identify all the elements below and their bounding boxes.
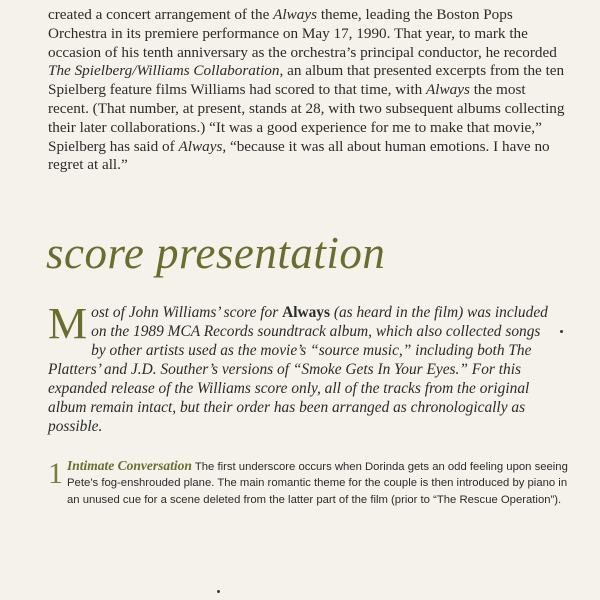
body-paragraph <box>48 6 568 175</box>
track-entry <box>48 458 568 508</box>
text-run: (as heard in the film) was included on the 1989 MCA Records soundtrack album, which also collected songs by other artists used as the movie’s “source music,” including both The Platters’ and J.D. Souther’s versions of “Smoke Gets In Your Eyes.” For this expanded release of the Williams score only, all of the tracks from the original album remain intact, but their order has been arranged as chronologically as possible. <box>48 304 548 435</box>
text-run: created a concert arrangement of the <box>48 6 274 23</box>
title-italic: Always <box>273 6 318 23</box>
print-speck <box>217 590 220 593</box>
text-run: theme, leading the Boston Pops Orchestra in its premiere performance on May 17, 1990. That year, to mark the occasion of his tenth anniversary as the orchestra’s principal conductor, he recorded <box>48 6 557 61</box>
text-run: ost of John Williams’ score for <box>91 304 283 321</box>
title-italic: Always <box>426 81 470 99</box>
track-title: Intimate Conversation <box>67 458 192 473</box>
print-speck <box>560 330 563 333</box>
track-number: 1 <box>48 457 63 490</box>
track-description: The first underscore occurs when Dorinda gets an odd feeling upon seeing Pete’s fog-enshrouded plane. The main romantic theme for the couple is then introduced by piano in an unused cue for a scene deleted from the latter part of the film (prior to “The Rescue Operation”). <box>67 461 568 506</box>
section-heading: score presentation <box>46 228 386 278</box>
track-text <box>67 458 568 508</box>
text-run: , “because it was all about human emotions. I have no regret at all.” <box>48 137 550 174</box>
intro-paragraph <box>48 299 548 436</box>
title-italic: Always <box>178 137 223 155</box>
title-bold: Always <box>282 304 330 321</box>
text-run: the most recent. (That number, at present, stands at 28, with two subsequent albums collecting their later collaborations.) “It was a good experience for me to make that movie,” Spielberg has said of <box>48 81 565 155</box>
drop-cap: M <box>48 299 88 348</box>
album-title-italic: The Spielberg/Williams Collaboration <box>48 62 280 80</box>
text-run: , an album that presented excerpts from the ten Spielberg feature films Williams had scored to that time, with <box>48 62 565 99</box>
